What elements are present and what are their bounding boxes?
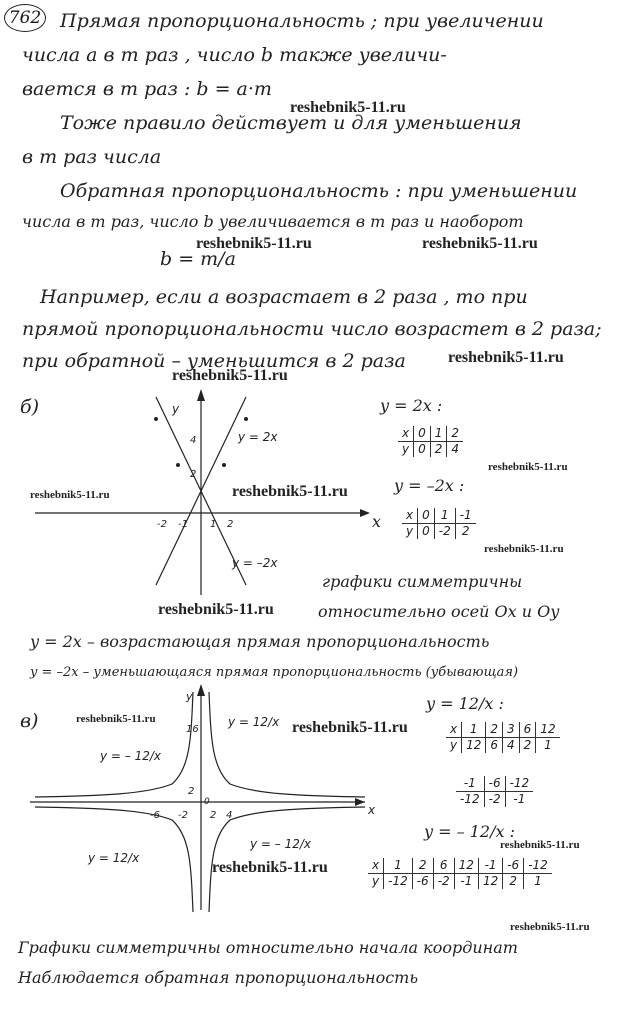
x-axis-arrow — [355, 798, 365, 806]
tick-label: 2 — [190, 469, 197, 480]
point — [244, 417, 248, 421]
text-line: относительно осей Ox и Oy — [318, 602, 560, 621]
watermark: reshebnik5-11.ru — [292, 719, 408, 736]
text-line: Например, если a возрастает в 2 раза , то при — [40, 286, 528, 308]
origin-label: 0 — [204, 797, 210, 807]
tick-label: 2 — [210, 810, 217, 821]
y-axis-label: y — [186, 690, 193, 703]
watermark: reshebnik5-11.ru — [212, 859, 328, 876]
tick-label: 2 — [188, 786, 195, 797]
text-line: графики симметричны — [322, 572, 523, 591]
y-axis-arrow — [197, 389, 205, 401]
text-line: в m раз числа — [22, 146, 162, 168]
x-axis-label: x — [372, 512, 382, 531]
y-axis-arrow — [197, 684, 205, 696]
section-label: б) — [20, 396, 40, 418]
curve-q1 — [209, 692, 365, 797]
watermark: reshebnik5-11.ru — [488, 461, 568, 473]
section-label: в) — [20, 710, 39, 732]
values-table: x 0 1 2 y 0 2 4 — [398, 426, 463, 457]
text-line: y = –2x – уменьшающаяся прямая пропорциональность (убывающая) — [30, 665, 519, 680]
watermark: reshebnik5-11.ru — [510, 921, 590, 933]
text-line: Наблюдается обратная пропорциональность — [18, 968, 419, 987]
values-table: x 0 1 -1 y 0 -2 2 — [402, 508, 476, 539]
watermark: reshebnik5-11.ru — [448, 349, 564, 366]
watermark: reshebnik5-11.ru — [232, 483, 348, 500]
text-line: прямой пропорциональности число возрастет в 2 раза; — [22, 318, 602, 340]
x-axis-arrow — [360, 509, 370, 517]
task-number: 762 — [4, 4, 46, 32]
formula: b = m/a — [160, 248, 236, 270]
line-label: y = 2x — [238, 430, 278, 444]
x-axis-label: x — [368, 803, 376, 817]
watermark: reshebnik5-11.ru — [76, 713, 156, 725]
text-line: вается в m раз : b = a·m — [22, 78, 272, 100]
tick-label: 2 — [227, 519, 234, 530]
values-table: -1 -6 -12 -12 -2 -1 — [456, 776, 533, 807]
point — [154, 417, 158, 421]
text-line: числа в m раз, число b увеличивается в m раз и наоборот — [22, 212, 524, 231]
watermark: reshebnik5-11.ru — [500, 839, 580, 851]
text-line: Графики симметричны относительно начала координат — [18, 938, 518, 957]
tick-label: 4 — [190, 435, 197, 446]
tick-label: 4 — [226, 810, 233, 821]
values-table: x 1 2 6 12 -1 -6 -12 y -12 -6 -2 -1 12 2 1 — [368, 858, 552, 889]
line-label: y = –2x — [232, 556, 278, 570]
values-table: x 1 2 3 6 12 y 12 6 4 2 1 — [446, 722, 560, 753]
formula: y = 2x : — [380, 396, 443, 415]
tick-label: 16 — [186, 724, 199, 735]
point — [176, 463, 180, 467]
watermark: reshebnik5-11.ru — [422, 235, 538, 252]
watermark: reshebnik5-11.ru — [290, 99, 406, 116]
curve-q2 — [35, 692, 193, 797]
tick-label: -2 — [157, 519, 167, 530]
formula: y = –2x : — [394, 476, 465, 495]
text-line: y = 2x – возрастающая прямая пропорциональность — [30, 632, 490, 651]
watermark: reshebnik5-11.ru — [196, 235, 312, 252]
formula: y = 12/x : — [426, 694, 504, 713]
curve-label: y = 12/x — [228, 715, 280, 729]
tick-label: 1 — [210, 519, 217, 530]
text-line: Тоже правило действует и для уменьшения — [60, 112, 522, 134]
point — [222, 463, 226, 467]
watermark: reshebnik5-11.ru — [484, 543, 564, 555]
text-line: Прямая пропорциональность ; при увеличении — [60, 10, 544, 32]
formula: y = – 12/x : — [424, 822, 515, 841]
tick-label: -6 — [150, 810, 160, 821]
text-line: при обратной – уменьшится в 2 раза — [22, 350, 406, 372]
watermark: reshebnik5-11.ru — [158, 601, 274, 618]
watermark: reshebnik5-11.ru — [30, 489, 110, 501]
text-line: Обратная пропорциональность : при уменьшении — [60, 180, 578, 202]
curve-label: y = – 12/x — [250, 837, 312, 851]
text-line: числа a в m раз , число b также увеличи- — [22, 44, 447, 66]
tick-label: -2 — [178, 810, 188, 821]
watermark: reshebnik5-11.ru — [172, 367, 288, 384]
y-axis-label: y — [172, 402, 180, 416]
graph-v — [20, 680, 380, 915]
curve-label: y = 12/x — [88, 851, 140, 865]
curve-label: y = – 12/x — [100, 749, 162, 763]
tick-label: -1 — [178, 519, 188, 530]
